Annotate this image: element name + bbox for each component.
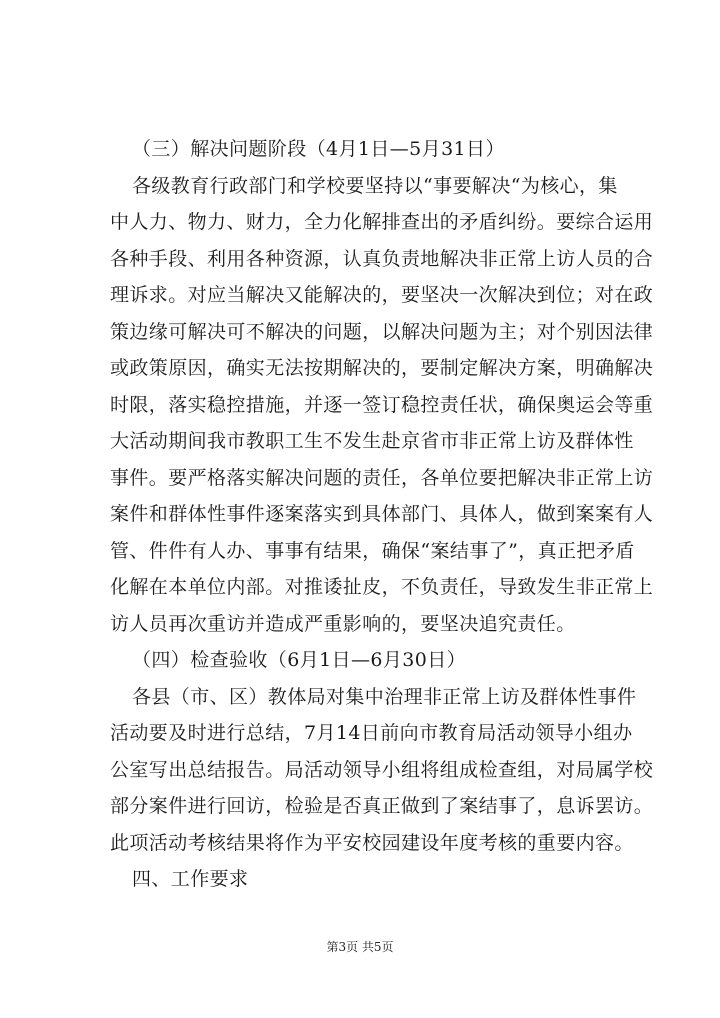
paragraph-line: 各县（市、区）教体局对集中治理非正常上访及群体性事件: [132, 685, 637, 708]
paragraph-line: 理诉求。对应当解决又能解决的，要坚决一次解决到位；对在政: [110, 284, 654, 306]
paragraph-line: 或政策原因，确实无法按期解决的，要制定解决方案，明确解决: [110, 357, 654, 379]
section-heading-4: （四）检查验收（6月1日—6月30日）: [132, 649, 467, 671]
paragraph-line: 各级教育行政部门和学校要坚持以“事要解决“为核心，集: [132, 174, 618, 197]
paragraph-line: 活动要及时进行总结，7月14日前向市教育局活动领导小组办: [110, 722, 633, 744]
page-number-footer: 第3页 共5页: [326, 940, 394, 954]
paragraph-line: 访人员再次重访并造成严重影响的，要坚决追究责任。: [110, 612, 576, 635]
paragraph-line: 管、件件有人办、事事有结果，确保“案结事了”，真正把矛盾: [110, 539, 635, 562]
paragraph-line: 各种手段、利用各种资源，认真负责地解决非正常上访人员的合: [110, 247, 654, 270]
document-body: [110, 131, 654, 898]
paragraph-line: 策边缘可解决可不解决的问题，以解决问题为主；对个别因法律: [110, 320, 654, 343]
paragraph-line: 大活动期间我市教职工生不发生赴京省市非正常上访及群体性: [110, 430, 634, 452]
paragraph-line: 此项活动考核结果将作为平安校园建设年度考核的重要内容。: [110, 831, 634, 854]
paragraph-line: 案件和群体性事件逐案落实到具体部门、具体人，做到案案有人: [110, 503, 654, 525]
section-heading-work-requirements: 四、工作要求: [132, 868, 249, 890]
section-heading-3: （三）解决问题阶段（4月1日—5月31日）: [132, 138, 505, 160]
paragraph-line: 事件。要严格落实解决问题的责任，各单位要把解决非正常上访: [110, 466, 654, 489]
paragraph-line: 时限，落实稳控措施，并逐一签订稳控责任状，确保奥运会等重: [110, 393, 654, 416]
paragraph-line: 公室写出总结报告。局活动领导小组将组成检查组，对局属学校: [110, 758, 654, 781]
paragraph-line: 化解在本单位内部。对推诿扯皮，不负责任，导致发生非正常上: [110, 576, 654, 598]
paragraph-line: 部分案件进行回访，检验是否真正做到了案结事了，息诉罢访。: [110, 795, 654, 817]
paragraph-line: 中人力、物力、财力，全力化解排查出的矛盾纠纷。要综合运用: [110, 211, 654, 233]
